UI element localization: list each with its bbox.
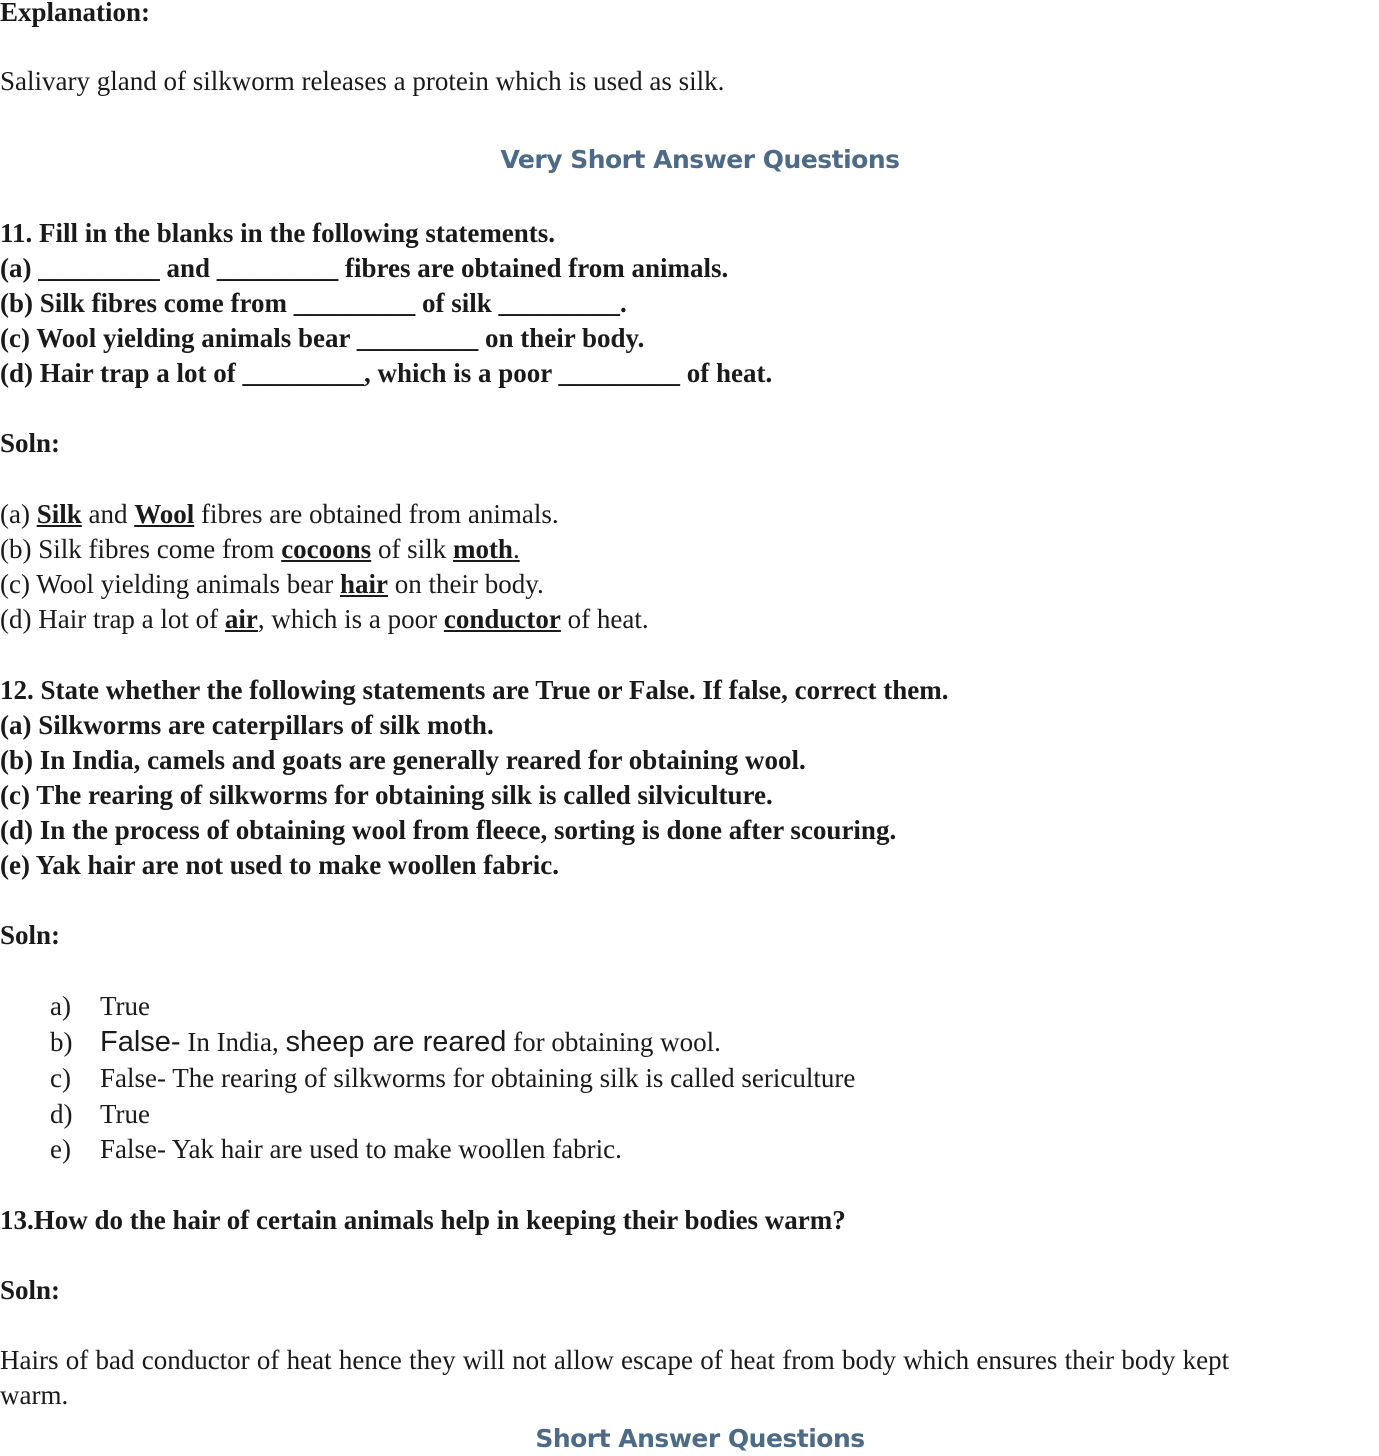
q11-item: (a) _________ and _________ fibres are obtained from animals. (0, 253, 729, 283)
q11-title: 11. Fill in the blanks in the following statements. (0, 218, 556, 248)
q12-answer: a) True (50, 991, 151, 1021)
section-heading: Short Answer Questions (535, 1424, 865, 1453)
q11-answer-b: (b) Silk fibres come from cocoons of silk moth. (0, 534, 520, 564)
q12-item: (d) In the process of obtaining wool from fleece, sorting is done after scouring. (0, 815, 897, 845)
q12-item: (e) Yak hair are not used to make woollen fabric. (0, 850, 559, 880)
q11-answer-d: (d) Hair trap a lot of air, which is a poor conductor of heat. (0, 604, 649, 634)
soln-label: Soln: (0, 920, 61, 950)
q12-item: (a) Silkworms are caterpillars of silk moth. (0, 710, 494, 740)
q11-answer-c: (c) Wool yielding animals bear hair on their body. (0, 569, 544, 599)
q13-answer: Hairs of bad conductor of heat hence they will not allow escape of heat from body which ensures their body kept (0, 1345, 1230, 1375)
q12-answer: b) False- In India, sheep are reared for obtaining wool. (50, 1026, 721, 1058)
section-heading: Very Short Answer Questions (500, 145, 900, 174)
q11-item: (d) Hair trap a lot of _________, which is a poor _________ of heat. (0, 358, 773, 388)
q12-title: 12. State whether the following statements are True or False. If false, correct them. (0, 675, 949, 705)
q11-item: (c) Wool yielding animals bear _________ on their body. (0, 323, 645, 353)
q13-title: 13.How do the hair of certain animals help in keeping their bodies warm? (0, 1205, 846, 1235)
explanation-text: Salivary gland of silkworm releases a protein which is used as silk. (0, 66, 725, 96)
q12-answer: e) False- Yak hair are used to make woollen fabric. (50, 1134, 622, 1164)
soln-label: Soln: (0, 1275, 61, 1305)
explanation-label: Explanation: (0, 0, 151, 27)
q12-item: (b) In India, camels and goats are generally reared for obtaining wool. (0, 745, 806, 775)
q12-answer: c) False- The rearing of silkworms for obtaining silk is called sericulture (50, 1063, 856, 1093)
soln-label: Soln: (0, 428, 61, 458)
q12-answer: d) True (50, 1099, 151, 1129)
q11-answer-a: (a) Silk and Wool fibres are obtained from animals. (0, 499, 559, 529)
q11-item: (b) Silk fibres come from _________ of silk _________. (0, 288, 627, 318)
q13-answer-cont: warm. (0, 1380, 69, 1410)
q12-item: (c) The rearing of silkworms for obtaining silk is called silviculture. (0, 780, 773, 810)
